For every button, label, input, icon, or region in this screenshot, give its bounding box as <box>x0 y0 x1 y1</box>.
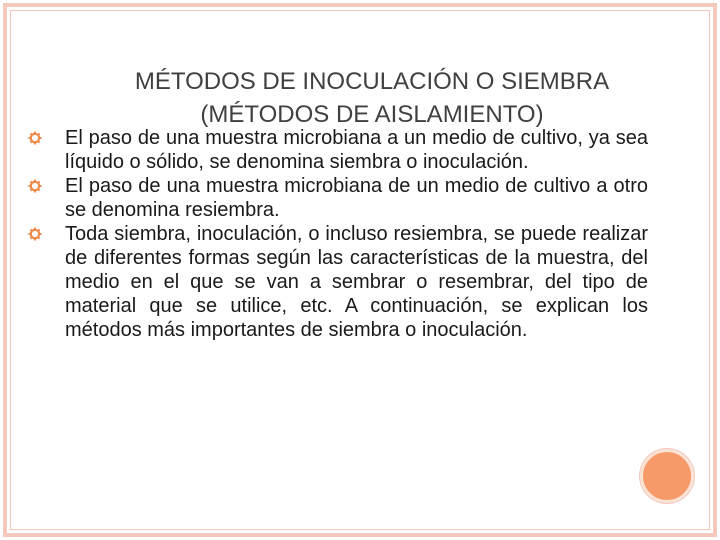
bullet-item <box>28 222 648 342</box>
gear-icon <box>28 227 42 241</box>
slide-title-line-2: (MÉTODOS DE AISLAMIENTO) <box>200 101 544 128</box>
slide-title-line-1: MÉTODOS DE INOCULACIÓN O SIEMBRA <box>134 68 610 95</box>
gear-icon <box>28 131 42 145</box>
decorative-circle <box>640 449 694 503</box>
bullet-text: El paso de una muestra microbiana a un medio de cultivo, ya sea líquido o sólido, se denomina siembra o inoculación. <box>65 127 648 173</box>
bullet-text: Toda siembra, inoculación, o incluso resiembra, se puede realizar de diferentes formas según las características de la muestra, del medio en el que se van a sembrar o resembrar, del tipo de material que se utilice, etc. A continuación, se explican los métodos más importantes de siembra o inoculación. <box>65 223 648 341</box>
bullet-item <box>28 126 648 174</box>
bullet-item <box>28 174 648 222</box>
bullet-text: El paso de una muestra microbiana de un medio de cultivo a otro se denomina resiembra. <box>65 175 648 221</box>
bullet-list <box>28 126 648 342</box>
gear-icon <box>28 179 42 193</box>
